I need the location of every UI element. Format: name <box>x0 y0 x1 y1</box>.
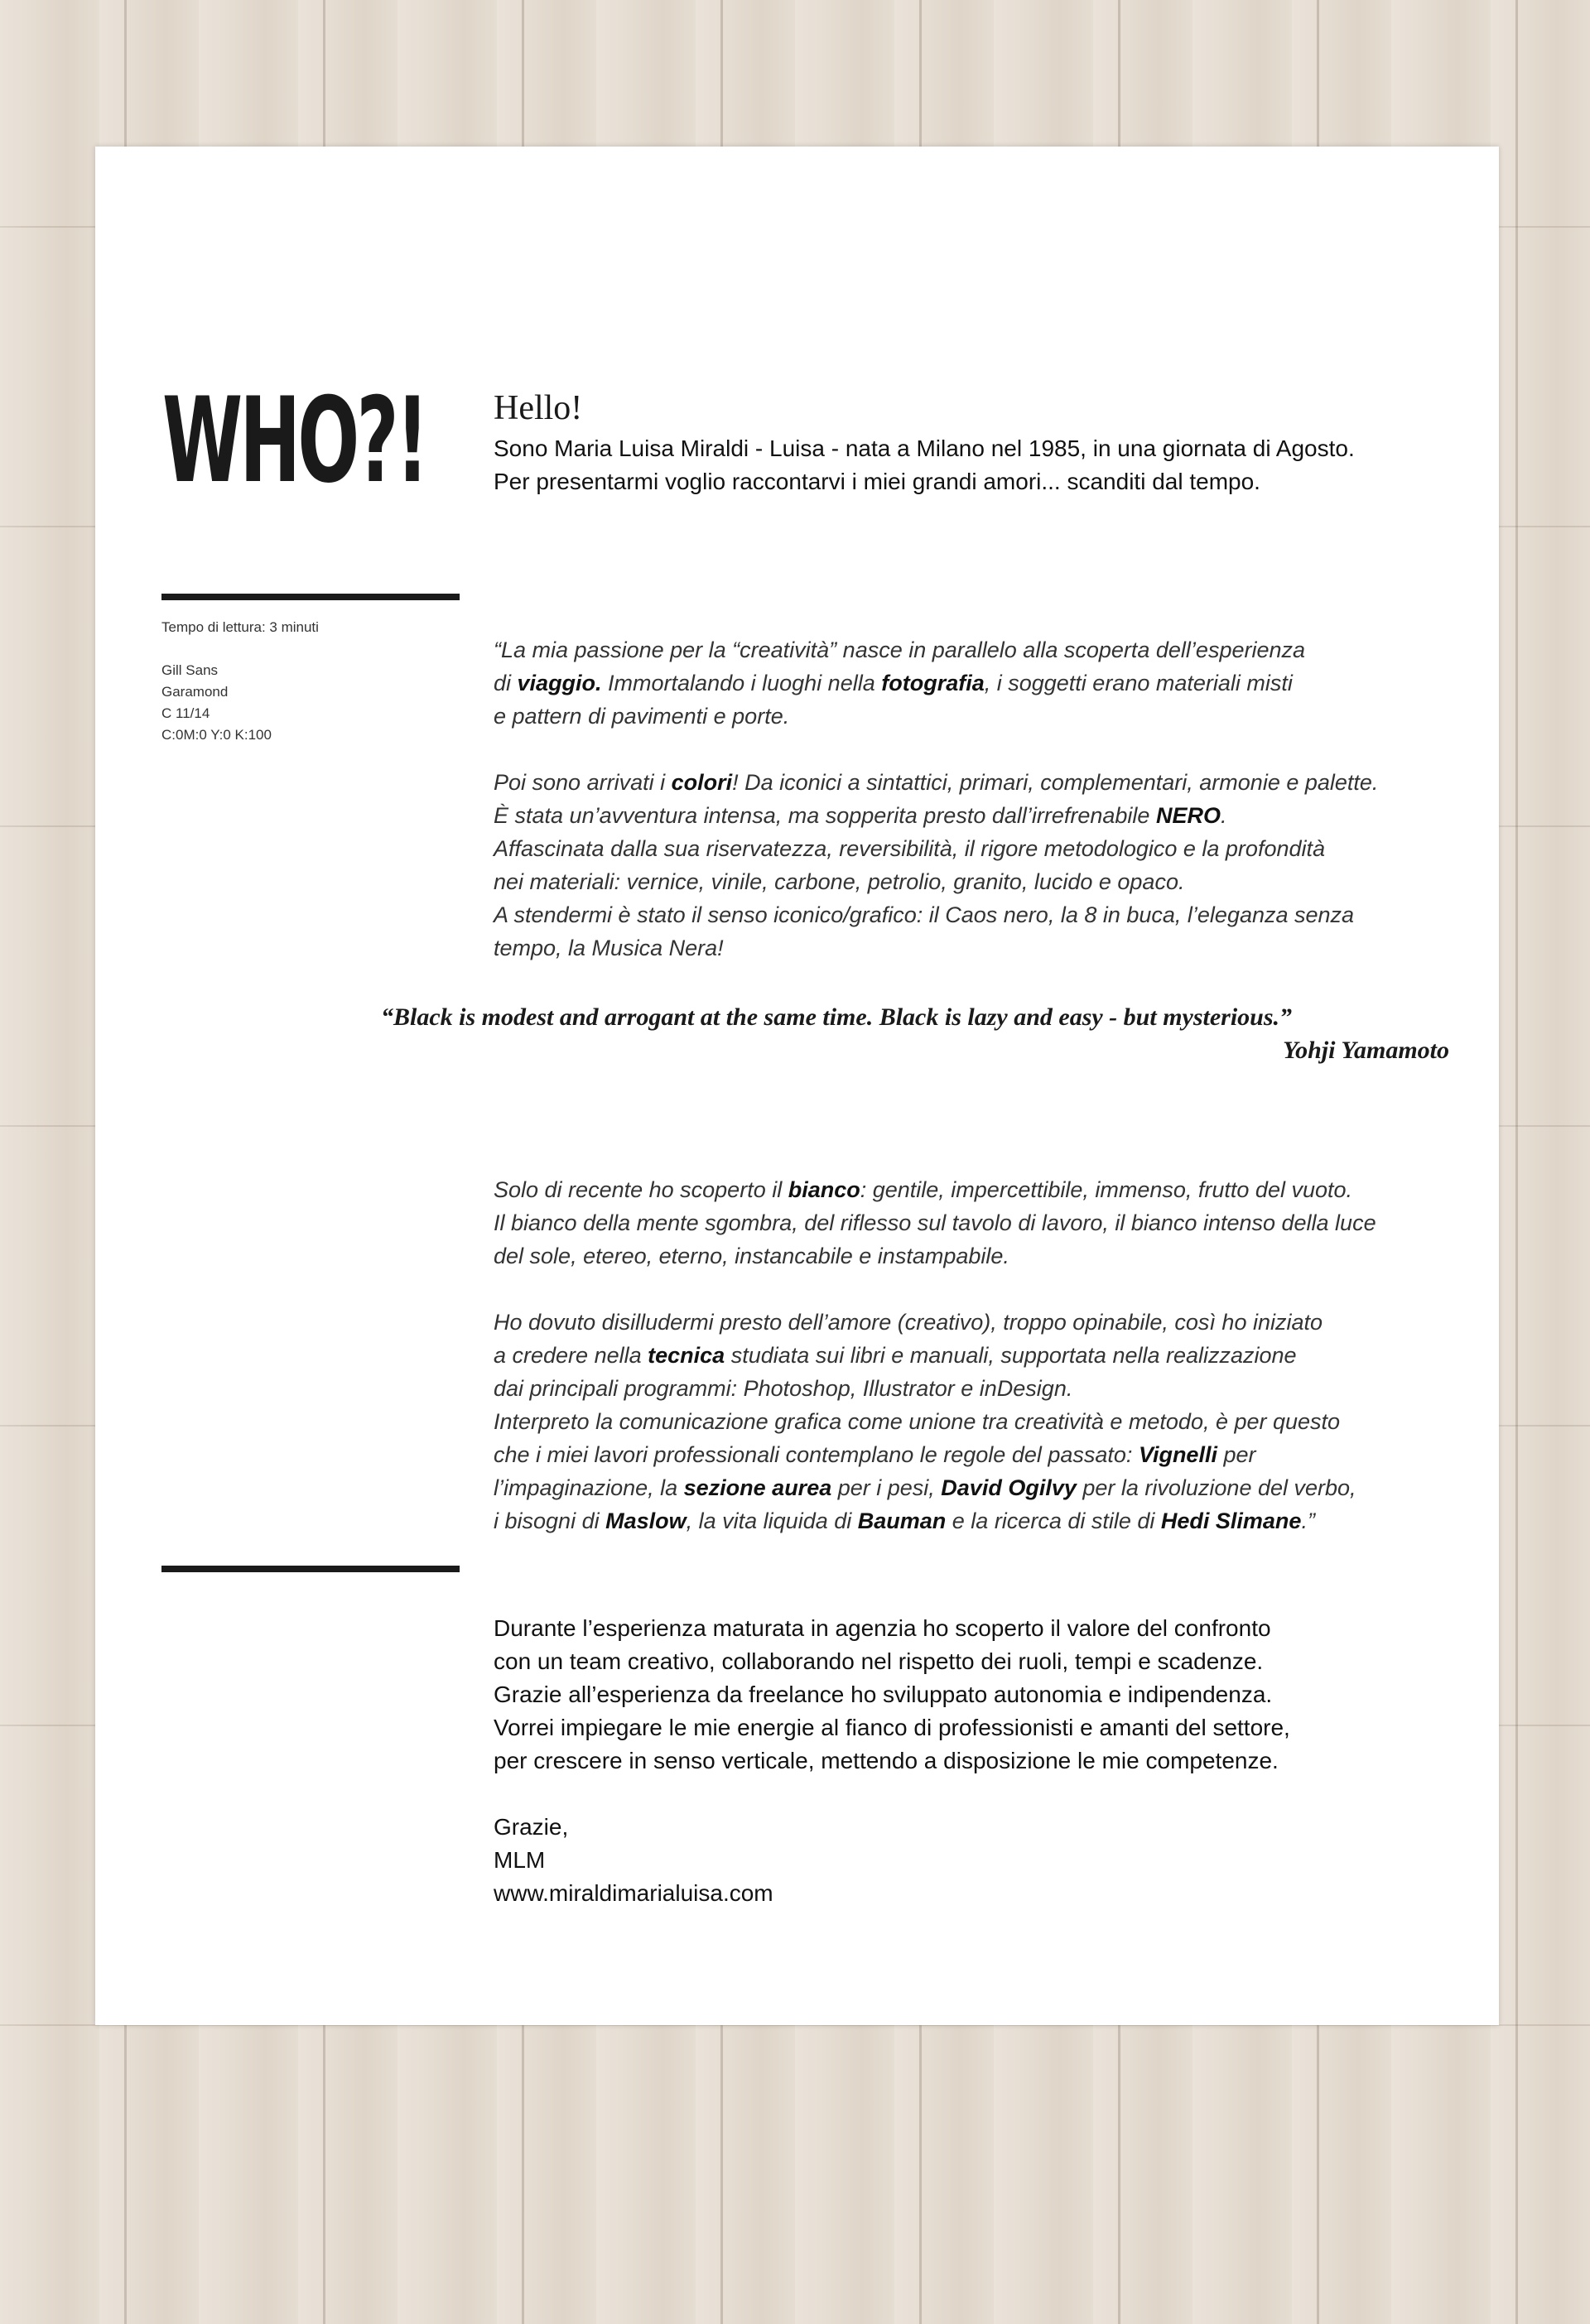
passion-section <box>494 633 1471 965</box>
signature: MLM <box>494 1847 546 1873</box>
text-line <box>494 1339 1471 1372</box>
text-segment: ! Da iconici a sintattici, primari, complementari, armonie e palette. <box>732 770 1379 795</box>
color-spec: C:0M:0 Y:0 K:100 <box>161 727 272 743</box>
text-line <box>494 931 1471 965</box>
font-name: Garamond <box>161 684 229 700</box>
pull-quote <box>381 1001 1449 1067</box>
text-line <box>494 1471 1471 1504</box>
quote-text: “Black is modest and arrogant at the same time. Black is lazy and easy - but mysterious.” <box>381 1003 1293 1031</box>
closing-line: con un team creativo, collaborando nel rispetto dei ruoli, tempi e scadenze. <box>494 1648 1264 1674</box>
closing-line: Grazie all’esperienza da freelance ho sviluppato autonomia e indipendenza. <box>494 1682 1273 1707</box>
text-segment: l’impaginazione, la <box>494 1475 684 1500</box>
font-size-spec: C 11/14 <box>161 705 210 721</box>
text-line <box>494 1405 1471 1438</box>
text-segment: Ho dovuto disilludermi presto dell’amore (creativo), troppo opinabile, così ho iniziato <box>494 1310 1323 1335</box>
reading-meta <box>161 617 319 746</box>
emphasis-word: NERO <box>1155 803 1221 828</box>
closing-section <box>494 1612 1471 1910</box>
text-segment: Affascinata dalla sua riservatezza, reversibilità, il rigore metodologico e la profondità <box>494 836 1326 861</box>
text-segment: Poi sono arrivati i <box>494 770 672 795</box>
text-segment: a credere nella <box>494 1343 648 1368</box>
text-segment: È stata un’avventura intensa, ma sopperita presto dall’irrefrenabile <box>494 803 1156 828</box>
emphasis-word: tecnica <box>648 1343 725 1368</box>
text-line <box>494 633 1471 666</box>
divider-rule <box>161 1566 460 1572</box>
text-segment: i bisogni di <box>494 1508 606 1533</box>
reading-time: Tempo di lettura: 3 minuti <box>161 619 319 635</box>
intro-text <box>494 432 1454 498</box>
emphasis-word: bianco <box>788 1177 860 1202</box>
text-segment: .” <box>1301 1508 1315 1533</box>
text-segment: . <box>1220 803 1227 828</box>
page-title: WHO?! <box>162 373 426 509</box>
text-segment: studiata sui libri e manuali, supportata nella realizzazione <box>725 1343 1297 1368</box>
text-segment: : gentile, impercettibile, immenso, frutto del vuoto. <box>860 1177 1353 1202</box>
paragraph <box>494 766 1471 965</box>
text-line <box>494 1438 1471 1471</box>
emphasis-word: David Ogilvy <box>941 1475 1077 1500</box>
text-line <box>494 1239 1471 1273</box>
text-segment: nei materiali: vernice, vinile, carbone, petrolio, granito, lucido e opaco. <box>494 869 1185 894</box>
text-line <box>494 1173 1471 1206</box>
text-segment: Il bianco della mente sgombra, del riflesso sul tavolo di lavoro, il bianco intenso della luce <box>494 1210 1376 1235</box>
text-segment: per <box>1217 1442 1256 1467</box>
technique-section <box>494 1173 1471 1537</box>
text-segment: per i pesi, <box>831 1475 942 1500</box>
emphasis-word: Hedi Slimane <box>1160 1508 1302 1533</box>
text-line <box>494 1372 1471 1405</box>
intro-line: Per presentarmi voglio raccontarvi i miei grandi amori... scanditi dal tempo. <box>494 469 1260 494</box>
emphasis-word: sezione aurea <box>683 1475 832 1500</box>
emphasis-word: fotografia <box>881 671 985 695</box>
text-segment: tempo, la Musica Nera! <box>494 936 724 960</box>
quote-author: Yohji Yamamoto <box>1283 1037 1449 1064</box>
text-segment: e pattern di pavimenti e porte. <box>494 704 790 729</box>
website-link[interactable]: www.miraldimarialuisa.com <box>494 1880 773 1906</box>
text-segment: e la ricerca di stile di <box>946 1508 1161 1533</box>
font-name: Gill Sans <box>161 662 219 678</box>
emphasis-word: viaggio. <box>517 671 602 695</box>
text-line <box>494 898 1471 931</box>
paragraph <box>494 633 1471 733</box>
text-segment: Interpreto la comunicazione grafica come unione tra creatività e metodo, è per questo <box>494 1409 1341 1434</box>
text-segment: di <box>494 671 518 695</box>
text-line <box>494 832 1471 865</box>
text-line <box>494 700 1471 733</box>
closing-line: Vorrei impiegare le mie energie al fianco di professionisti e amanti del settore, <box>494 1715 1290 1740</box>
text-line <box>494 1206 1471 1239</box>
text-segment: dai principali programmi: Photoshop, Illustrator e inDesign. <box>494 1376 1073 1401</box>
paragraph <box>494 1173 1471 1273</box>
text-segment: che i miei lavori professionali contemplano le regole del passato: <box>494 1442 1139 1467</box>
text-line <box>494 1306 1471 1339</box>
text-segment: del sole, etereo, eterno, instancabile e instampabile. <box>494 1244 1009 1268</box>
text-line <box>494 666 1471 700</box>
text-segment: Solo di recente ho scoperto il <box>494 1177 788 1202</box>
text-segment: per la rivoluzione del verbo, <box>1076 1475 1356 1500</box>
text-segment: Immortalando i luoghi nella <box>601 671 882 695</box>
text-line <box>494 865 1471 898</box>
text-segment: A stendermi è stato il senso iconico/grafico: il Caos nero, la 8 in buca, l’eleganza senza <box>494 902 1355 927</box>
closing-line: per crescere in senso verticale, mettendo a disposizione le mie competenze. <box>494 1748 1279 1773</box>
thanks-text: Grazie, <box>494 1814 569 1840</box>
text-segment: “La mia passione per la “creatività” nasce in parallelo alla scoperta dell’esperienza <box>494 638 1306 662</box>
document-page <box>95 147 1499 2025</box>
text-segment: , la vita liquida di <box>686 1508 858 1533</box>
emphasis-word: Maslow <box>605 1508 687 1533</box>
text-segment: , i soggetti erano materiali misti <box>984 671 1293 695</box>
text-line <box>494 1504 1471 1537</box>
closing-line: Durante l’esperienza maturata in agenzia ho scoperto il valore del confronto <box>494 1615 1271 1641</box>
divider-rule <box>161 594 460 600</box>
emphasis-word: Bauman <box>857 1508 947 1533</box>
intro-line: Sono Maria Luisa Miraldi - Luisa - nata a Milano nel 1985, in una giornata di Agosto. <box>494 435 1355 461</box>
emphasis-word: Vignelli <box>1138 1442 1217 1467</box>
greeting-heading: Hello! <box>494 389 583 427</box>
text-line <box>494 799 1471 832</box>
paragraph <box>494 1306 1471 1537</box>
text-line <box>494 766 1471 799</box>
emphasis-word: colori <box>671 770 733 795</box>
